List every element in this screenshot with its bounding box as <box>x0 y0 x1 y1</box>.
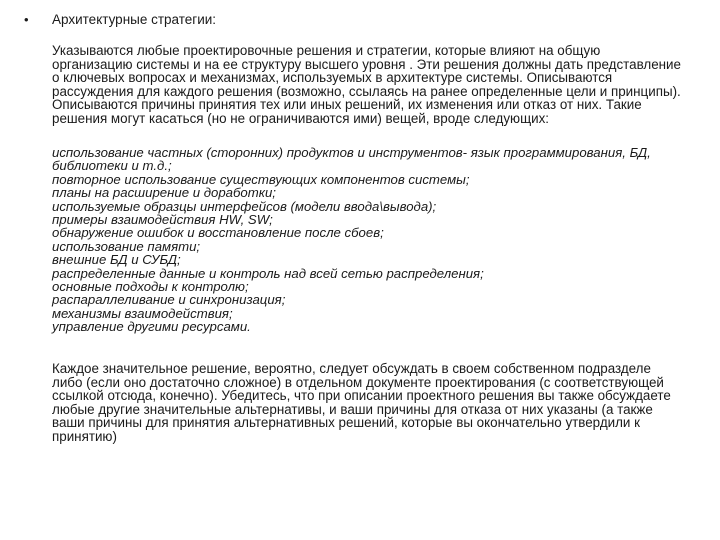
outro-line: либо (если оно достаточно сложное) в отдельном документе проектирования (с соответствующей <box>52 374 664 390</box>
list-item: используемые образцы интерфейсов (модели ввода\вывода); <box>52 198 437 214</box>
list-item: внешние БД и СУБД; <box>52 252 181 268</box>
outro-paragraph <box>52 362 702 443</box>
intro-line: решения могут касаться (но не ограничиваются ими) вещей, вроде следующих: <box>52 110 550 126</box>
bullet-marker: • <box>24 12 29 27</box>
list-item: использование памяти; <box>52 238 201 254</box>
list-item: распараллеливание и синхронизация; <box>52 292 286 308</box>
list-item: планы на расширение и доработки; <box>52 185 276 201</box>
outro-line: Каждое значительное решение, вероятно, следует обсуждать в своем собственном подразделе <box>52 361 651 376</box>
intro-paragraph <box>52 44 702 125</box>
intro-line: организацию системы и на ее структуру высшего уровня . Эти решения должны дать представление <box>52 56 681 72</box>
list-item: использование частных (сторонних) продуктов и инструментов- язык программирования, БД, <box>52 145 651 160</box>
list-item: библиотеки и т.д.; <box>52 158 172 174</box>
list-item: повторное использование существующих компонентов системы; <box>52 171 470 187</box>
intro-line: Описываются причины принятия тех или иных решений, их изменения или отказ от них. Такие <box>52 97 642 112</box>
intro-line: Указываются любые проектировочные решения и стратегии, которые влияют на общую <box>52 43 601 58</box>
outro-line: ваши причины для принятия альтернативных решений, которые вы окончательно утвердили к <box>52 415 640 430</box>
section-heading: Архитектурные стратегии: <box>52 12 217 27</box>
strategy-list <box>52 146 702 334</box>
list-item: основные подходы к контролю; <box>52 279 249 295</box>
list-item: примеры взаимодействия HW, SW; <box>52 212 273 228</box>
list-item: обнаружение ошибок и восстановление после сбоев; <box>52 225 384 241</box>
list-item: управление другими ресурсами. <box>52 319 251 335</box>
outro-line: ссылкой отсюда, конечно). Убедитесь, что при описании проектного решения вы также обсуждаете <box>52 388 671 403</box>
outro-line: принятию) <box>52 428 117 444</box>
outro-line: любые другие значительные альтернативы, и ваши причины для отказа от них указаны (а также <box>52 401 653 417</box>
list-item: механизмы взаимодействия; <box>52 305 233 321</box>
list-item: распределенные данные и контроль над всей сетью распределения; <box>52 265 484 281</box>
intro-line: рассуждения для каждого решения (возможно, ссылаясь на ранее определенные цели и принципы). <box>52 83 681 99</box>
intro-line: о ключевых вопросах и механизмах, используемых в архитектуре системы. Описываются <box>52 70 613 85</box>
